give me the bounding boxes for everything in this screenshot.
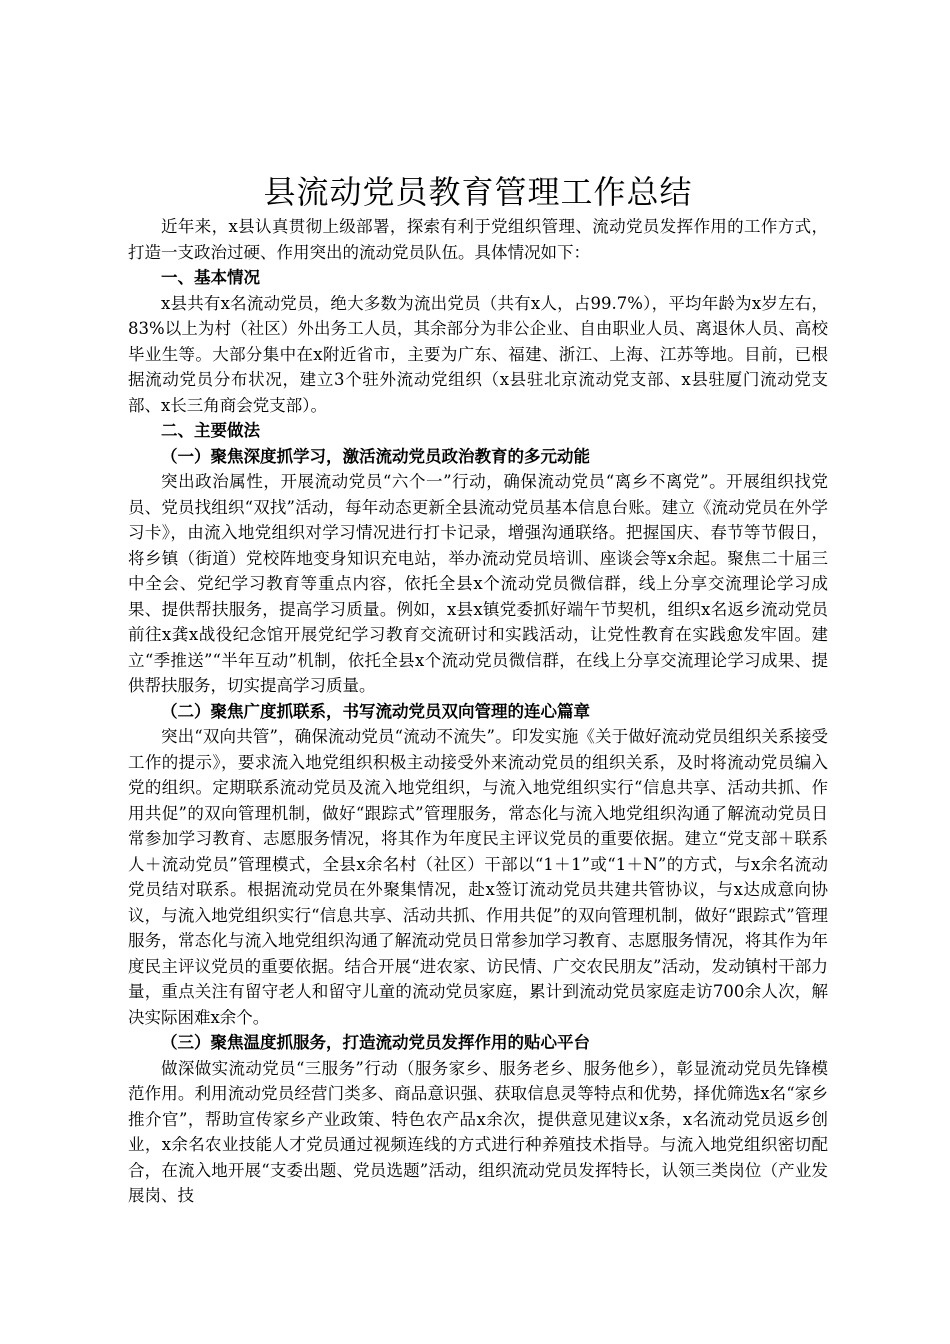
section-heading-practices: 二、主要做法 — [161, 421, 260, 440]
intro-paragraph: 近年来，x县认真贯彻上级部署，探索有利于党组织管理、流动党员发挥作用的工作方式，打造一支政治过硬、作用突出的流动党员队伍。具体情况如下： — [128, 217, 828, 262]
subsection-heading-service: （三）聚焦温度抓服务，打造流动党员发挥作用的贴心平台 — [161, 1033, 590, 1052]
section-body-basic: x县共有x名流动党员，绝大多数为流出党员（共有x人，占99.7%），平均年龄为x岁左右，83%以上为村（社区）外出务工人员，其余部分为非公企业、自由职业人员、离退休人员、高校毕业生等。大部分集中在x附近省市，主要为广东、福建、浙江、上海、江苏等地。目前，已根据流动党员分布状况，建立3个驻外流动党组织（x县驻北京流动党支部、x县驻厦门流动党支部、x长三角商会党支部）。 — [128, 293, 828, 415]
section-heading-basic: 一、基本情况 — [161, 268, 260, 287]
subsection-body-study: 突出政治属性，开展流动党员“六个一”行动，确保流动党员“离乡不离党”。开展组织找党员、党员找组织“双找”活动，每年动态更新全县流动党员基本信息台账。建立《流动党员在外学习卡》，由流入地党组织对学习情况进行打卡记录，增强沟通联络。把握国庆、春节等节假日，将乡镇（街道）党校阵地变身知识充电站，举办流动党员培训、座谈会等x余起。聚焦二十届三中全会、党纪学习教育等重点内容，依托全县x个流动党员微信群，线上分享交流理论学习成果、提供帮扶服务，提高学习质量。例如，x县x镇党委抓好端午节契机，组织x名返乡流动党员前往x龚x战役纪念馆开展党纪学习教育交流研讨和实践活动，让党性教育在实践愈发牢固。建立“季推送”“半年互动”机制，依托全县x个流动党员微信群，在线上分享交流理论学习成果、提供帮扶服务，切实提高学习质量。 — [128, 472, 828, 695]
subsection-body-contact: 突出“双向共管”，确保流动党员“流动不流失”。印发实施《关于做好流动党员组织关系接受工作的提示》，要求流入地党组织积极主动接受外来流动党员的组织关系，及时将流动党员编入党的组织。定期联系流动党员及流入地党组织，与流入地党组织实行“信息共享、活动共抓、作用共促”的双向管理机制，做好“跟踪式”管理服务，常态化与流入地党组织沟通了解流动党员日常参加学习教育、志愿服务情况，将其作为年度民主评议党员的重要依据。建立“党支部＋联系人＋流动党员”管理模式，全县x余名村（社区）干部以“1＋1”或“1＋N”的方式，与x余名流动党员结对联系。根据流动党员在外聚集情况，赴x签订流动党员共建共管协议，与x达成意向协议，与流入地党组织实行“信息共享、活动共抓、作用共促”的双向管理机制，做好“跟踪式”管理服务，常态化与流入地党组织沟通了解流动党员日常参加学习教育、志愿服务情况，将其作为年度民主评议党员的重要依据。结合开展“进农家、访民情、广交农民朋友”活动，发动镇村干部力量，重点关注有留守老人和留守儿童的流动党员家庭，累计到流动党员家庭走访700余人次，解决实际困难x余个。 — [128, 727, 828, 1027]
subsection-heading-study: （一）聚焦深度抓学习，激活流动党员政治教育的多元动能 — [161, 446, 590, 466]
subsection-heading-contact: （二）聚焦广度抓联系，书写流动党员双向管理的连心篇章 — [161, 701, 590, 721]
document-title: 县流动党员教育管理工作总结 — [263, 173, 693, 211]
subsection-body-service: 做深做实流动党员“三服务”行动（服务家乡、服务老乡、服务他乡），彰显流动党员先锋模范作用。利用流动党员经营门类多、商品意识强、获取信息灵等特点和优势，择优筛选x名“家乡推介官”，帮助宣传家乡产业政策、特色农产品x余次，提供意见建议x条，x名流动党员返乡创业，x余名农业技能人才党员通过视频连线的方式进行种养殖技术指导。与流入地党组织密切配合，在流入地开展“支委出题、党员选题”活动，组织流动党员发挥特长，认领三类岗位（产业发展岗、技 — [128, 1058, 828, 1205]
document-body — [128, 170, 828, 1209]
